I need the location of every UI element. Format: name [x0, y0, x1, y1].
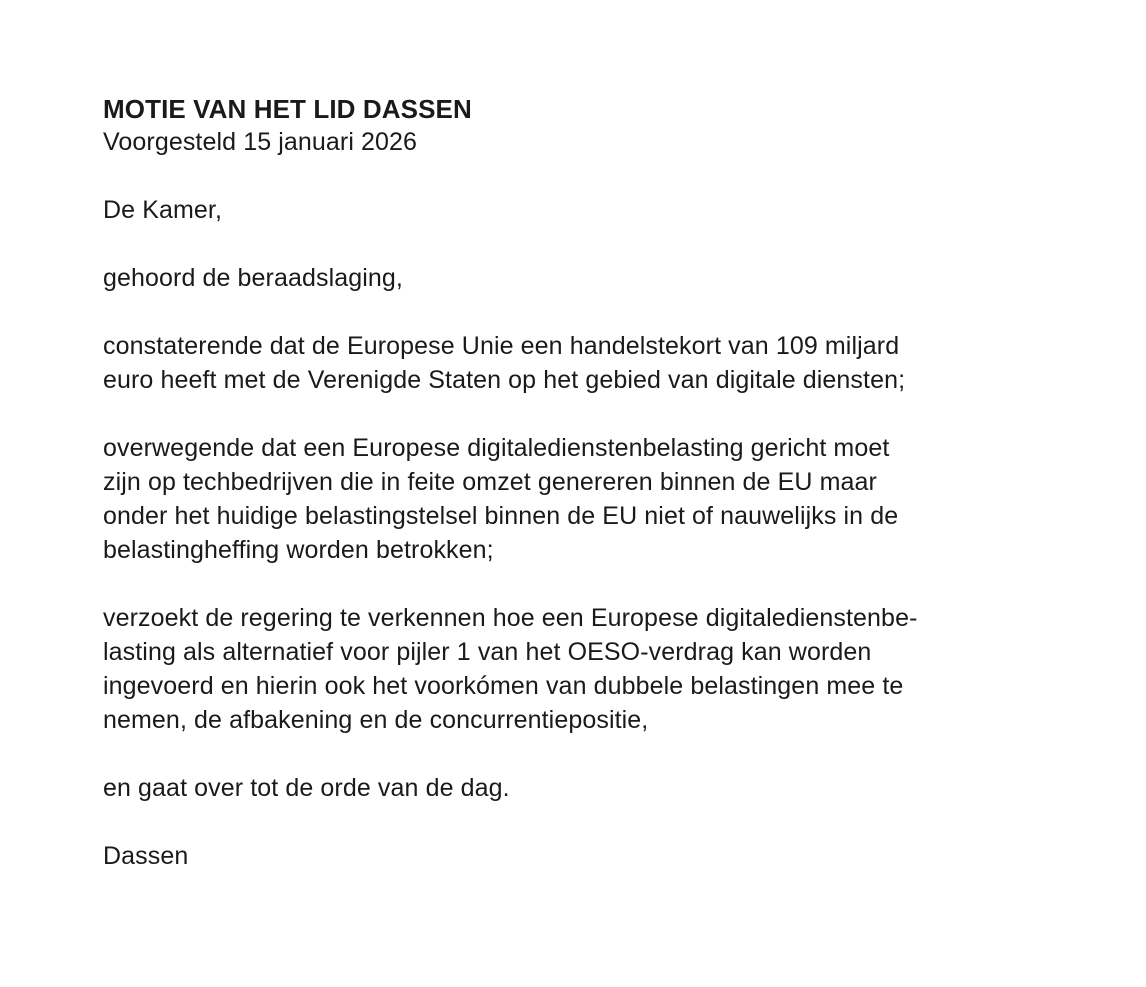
overwegende-clause [103, 431, 1113, 567]
motion-document [103, 93, 1113, 873]
clause-line: zijn op techbedrijven die in feite omzet genereren binnen de EU maar [103, 468, 877, 496]
clause-line: euro heeft met de Verenigde Staten op het gebied van digitale diensten; [103, 366, 906, 394]
clause-line: nemen, de afbakening en de concurrentiepositie, [103, 706, 649, 734]
salutation: De Kamer, [103, 196, 223, 224]
constaterende-clause [103, 329, 1113, 397]
proposed-date: Voorgesteld 15 januari 2026 [103, 128, 418, 156]
clause-line: belastingheffing worden betrokken; [103, 536, 494, 564]
document-title: MOTIE VAN HET LID DASSEN [103, 94, 472, 124]
clause-line: ingevoerd en hierin ook het voorkómen van dubbele belastingen mee te [103, 672, 904, 700]
closing-clause: en gaat over tot de orde van de dag. [103, 774, 510, 802]
clause-line: constaterende dat de Europese Unie een handelstekort van 109 miljard [103, 332, 900, 360]
verzoekt-clause [103, 601, 1113, 737]
clause-line: overwegende dat een Europese digitaledienstenbelasting gericht moet [103, 434, 890, 462]
signature: Dassen [103, 842, 189, 870]
clause-line: verzoekt de regering te verkennen hoe een Europese digitaledienstenbe- [103, 604, 918, 632]
clause-line: lasting als alternatief voor pijler 1 van het OESO-verdrag kan worden [103, 638, 872, 666]
heard-clause: gehoord de beraadslaging, [103, 264, 403, 292]
clause-line: onder het huidige belastingstelsel binnen de EU niet of nauwelijks in de [103, 502, 899, 530]
